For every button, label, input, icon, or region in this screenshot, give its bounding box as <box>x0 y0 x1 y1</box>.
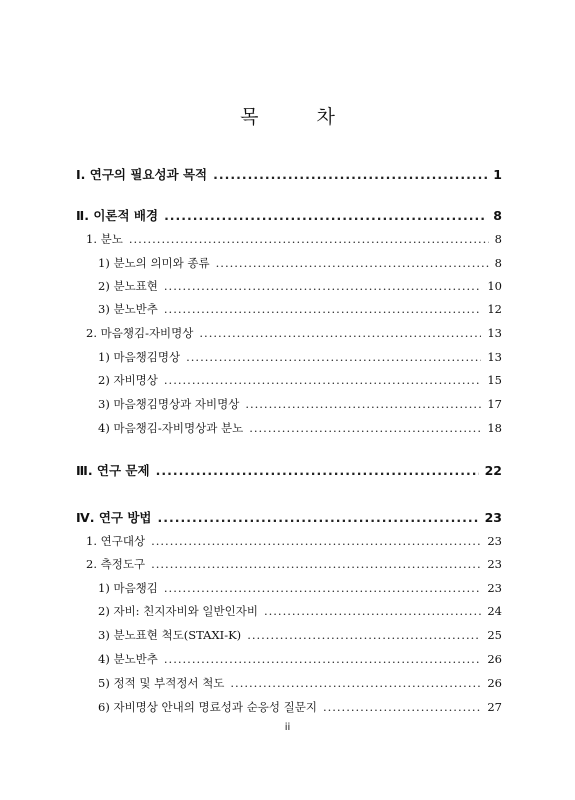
toc-entry-label: 1) 마음챙김명상 <box>98 350 181 364</box>
toc-entry-subsection[interactable] <box>98 396 502 412</box>
toc-entry-page: 23 <box>487 557 502 571</box>
toc-entry-subsection[interactable] <box>98 699 502 715</box>
toc-entry-label: Ⅲ. 연구 문제 <box>76 463 150 478</box>
dot-leader <box>164 208 487 223</box>
toc-entry-page: 23 <box>487 581 502 595</box>
dot-leader <box>151 534 481 548</box>
toc-entry-page: 26 <box>487 676 502 690</box>
toc-entry-page: 18 <box>487 421 502 435</box>
toc-entry-page: 23 <box>487 534 502 548</box>
toc-entry-page: 12 <box>487 302 502 316</box>
toc-entry-label: 6) 자비명상 안내의 명료성과 순응성 질문지 <box>98 700 317 714</box>
toc-entry-section[interactable] <box>86 533 502 549</box>
toc-entry-page: 13 <box>487 326 502 340</box>
toc-entry-page: 22 <box>484 463 502 478</box>
toc-entry-page: 24 <box>487 604 502 618</box>
toc-entry-label: 4) 분노반추 <box>98 652 158 666</box>
toc-entry-page: 10 <box>487 279 502 293</box>
toc-entry-subsection[interactable] <box>98 255 502 271</box>
toc-entry-page: 25 <box>487 628 502 642</box>
dot-leader <box>158 510 479 525</box>
toc-entry-subsection[interactable] <box>98 627 502 643</box>
dot-leader <box>156 463 479 478</box>
toc-entry-subsection[interactable] <box>98 580 502 596</box>
toc-entry-page: 8 <box>494 256 502 270</box>
toc-entry-page: 17 <box>487 397 502 411</box>
dot-leader <box>249 421 481 435</box>
dot-leader <box>164 652 481 666</box>
dot-leader <box>164 279 481 293</box>
dot-leader <box>245 397 481 411</box>
toc-entry-label: 1) 마음챙김 <box>98 581 158 595</box>
toc-entry-chapter-2[interactable] <box>76 206 502 224</box>
dot-leader <box>164 581 481 595</box>
dot-leader <box>186 350 481 364</box>
toc-entry-section[interactable] <box>86 556 502 572</box>
toc-entry-subsection[interactable] <box>98 420 502 436</box>
toc-entry-chapter-1[interactable] <box>76 165 502 183</box>
dot-leader <box>164 302 481 316</box>
dot-leader <box>264 604 481 618</box>
toc-entry-subsection[interactable] <box>98 372 502 388</box>
toc-entry-page: 8 <box>494 232 502 246</box>
toc-entry-label: 2) 분노표현 <box>98 279 158 293</box>
toc-entry-label: 2) 자비: 친지자비와 일반인자비 <box>98 604 258 618</box>
toc-title: 목 차 <box>240 106 361 128</box>
toc-entry-page: 27 <box>487 700 502 714</box>
dot-leader <box>247 628 481 642</box>
toc-entry-label: 5) 정적 및 부적정서 척도 <box>98 676 225 690</box>
toc-entry-subsection[interactable] <box>98 603 502 619</box>
toc-entry-label: Ⅱ. 이론적 배경 <box>76 208 159 223</box>
toc-entry-subsection[interactable] <box>98 349 502 365</box>
toc-entry-chapter-3[interactable] <box>76 461 502 479</box>
toc-entry-section[interactable] <box>86 231 502 247</box>
dot-leader <box>129 232 489 246</box>
toc-entry-subsection[interactable] <box>98 278 502 294</box>
dot-leader <box>164 373 481 387</box>
toc-entry-page: 26 <box>487 652 502 666</box>
toc-entry-label: 1) 분노의 의미와 종류 <box>98 256 210 270</box>
dot-leader <box>199 326 481 340</box>
page-number: ii <box>284 722 291 733</box>
toc-entry-label: 2. 측정도구 <box>86 557 146 571</box>
dot-leader <box>216 256 489 270</box>
toc-entry-chapter-4[interactable] <box>76 508 502 526</box>
toc-entry-label: 3) 마음챙김명상과 자비명상 <box>98 397 240 411</box>
toc-entry-page: 15 <box>487 373 502 387</box>
dot-leader <box>213 167 487 182</box>
toc-entry-page: 1 <box>493 167 502 182</box>
toc-entry-subsection[interactable] <box>98 675 502 691</box>
toc-entry-label: 2. 마음챙김-자비명상 <box>86 326 194 340</box>
toc-entry-label: 3) 분노반추 <box>98 302 158 316</box>
toc-entry-label: 3) 분노표현 척도(STAXI-K) <box>98 628 242 642</box>
toc-entry-page: 23 <box>484 510 502 525</box>
dot-leader <box>323 700 481 714</box>
toc-entry-subsection[interactable] <box>98 301 502 317</box>
dot-leader <box>151 557 481 571</box>
toc-entry-label: 1. 분노 <box>86 232 123 246</box>
toc-entry-subsection[interactable] <box>98 651 502 667</box>
toc-entry-label: Ⅳ. 연구 방법 <box>76 510 152 525</box>
toc-entry-label: 4) 마음챙김-자비명상과 분노 <box>98 421 244 435</box>
toc-entry-page: 8 <box>493 208 502 223</box>
toc-entry-section[interactable] <box>86 325 502 341</box>
toc-entry-label: 2) 자비명상 <box>98 373 158 387</box>
toc-entry-label: Ⅰ. 연구의 필요성과 목적 <box>76 167 208 182</box>
dot-leader <box>230 676 481 690</box>
toc-entry-label: 1. 연구대상 <box>86 534 146 548</box>
toc-entry-page: 13 <box>487 350 502 364</box>
